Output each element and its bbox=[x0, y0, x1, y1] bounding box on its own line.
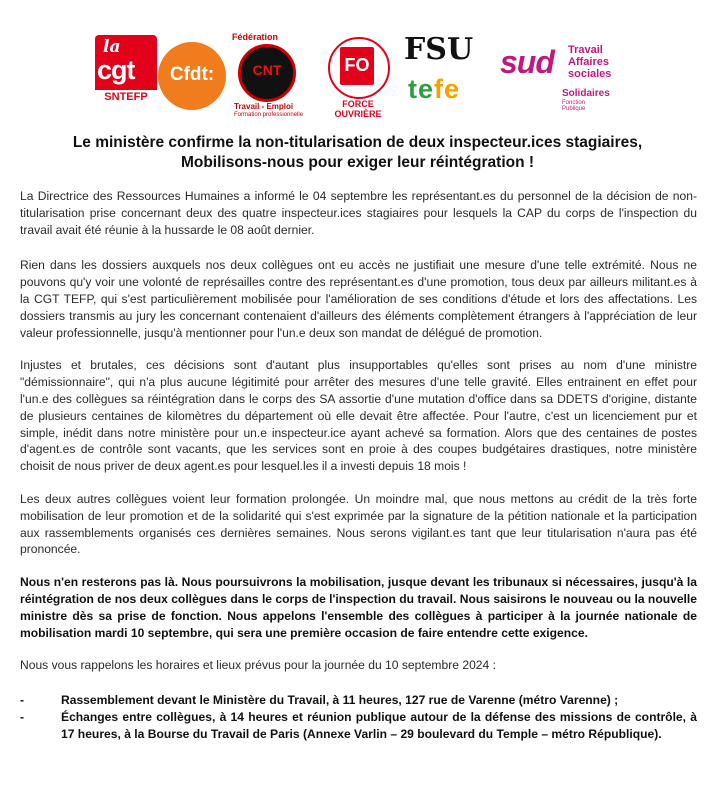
cgt-logo bbox=[95, 35, 157, 110]
paragraph-decisions: Injustes et brutales, ces décisions sont d'autant plus insupportables qu'elles sont prises au nom d'une ministre "démissionnaire", qui n'a plus aucune légitimité pour arrêter des mesures d'une telle gravité. Elles entrainent en effet pour l'un.e des collègues sa réintégration dans le corps des SA assortie d'une mutation d'office dans sa DDETS d'origine, distante de plusieurs centaines de kilomètres du département où elle devait être affectée. Pour l'autre, c'est un licenciement pur et simple, inédit dans notre ministère pour un.e inspecteur.ice ayant achevé sa formation. Alors que des centaines de postes d'agent.es de contrôle sont vacants, que les services sont en proie à des coupes budgétaires drastiques, notre ministère choisit de nous priver de deux agent.es pour lesquel.les il a investi depuis 18 mois ! bbox=[20, 358, 697, 474]
cnt-logo-line2: Travail - Emploi bbox=[234, 102, 294, 111]
fsu-logo-sub-a: te bbox=[408, 74, 435, 104]
fo-logo bbox=[318, 35, 398, 119]
document-body bbox=[20, 188, 697, 743]
paragraph-intro: La Directrice des Ressources Humaines a informé le 04 septembre les représentant.es du personnel de la décision de non-titularisation prise concernant deux des quatre inspecteur.ices stagiaires pour lesquels la CAP du corps de l'inspection du travail avait été réunie à la hussarde le 08 août dernier. bbox=[20, 189, 697, 237]
title-line-2: Mobilisons-nous pour exiger leur réintégration ! bbox=[180, 154, 535, 171]
paragraph-reminder: Nous vous rappelons les horaires et lieux prévus pour la journée du 10 septembre 2024 : bbox=[20, 658, 496, 673]
fsu-logo-word: FSU bbox=[404, 32, 474, 67]
fsu-logo-sub-b: fe bbox=[434, 74, 461, 104]
sud-logo-right: Travail Affaires sociales bbox=[568, 44, 612, 80]
sud-logo-fonction: Fonction Publique bbox=[562, 100, 586, 112]
page-title bbox=[20, 133, 695, 173]
cgt-logo-word: cgt bbox=[97, 55, 135, 85]
bullet-text: Rassemblement devant le Ministère du Travail, à 11 heures, 127 rue de Varenne (métro Varenne) ; bbox=[61, 693, 619, 708]
cnt-logo-line3: Formation professionnelle bbox=[234, 112, 304, 118]
paragraph-mobilisation: Nous n'en resterons pas là. Nous poursuivrons la mobilisation, jusque devant les tribunaux si nécessaires, jusqu'à la réintégration de nos deux collègues dans le corps de l'inspection du travail. Nous saisirons le nouveau ou la nouvelle ministre dès sa prise de fonction. Nous appelons l'ensemble des collègues à participer à la journée nationale de mobilisation mardi 10 septembre, qui sera une première occasion de faire entendre cette exigence. bbox=[20, 575, 697, 640]
list-item bbox=[20, 692, 697, 709]
bullet-dash: - bbox=[20, 709, 25, 724]
title-line-1: Le ministère confirme la non-titularisation de deux inspecteur.ices stagiaires, bbox=[72, 134, 643, 151]
cnt-logo-mark: CNT bbox=[252, 62, 282, 78]
fsu-tefe-logo bbox=[404, 32, 490, 112]
cfdt-logo-word: Cfdt: bbox=[169, 64, 215, 85]
sud-logo-solidaires: Solidaires bbox=[562, 88, 610, 99]
bullet-dash: - bbox=[20, 693, 25, 708]
cnt-logo-federation: Fédération bbox=[232, 32, 279, 42]
paragraph-other-colleagues: Les deux autres collègues voient leur formation prolongée. Un moindre mal, que nous mettons au crédit de la très forte mobilisation de leur promotion et de la solidarité qui s'est exprimée par la signature de la pétition nationale et la participation aux rassemblements organisés ces dernières semaines. Nous serons vigilant.es tant que leur titularisation n'aura pas été prononcée. bbox=[20, 491, 697, 557]
fo-logo-mark: FO bbox=[344, 55, 370, 75]
bullet-text: Échanges entre collègues, à 14 heures et réunion publique autour de la défense des missions de contrôle, à 17 heures, à la Bourse du Travail de Paris (Annexe Varlin – 29 boulevard du Temple – métro République). bbox=[61, 709, 697, 741]
fo-logo-name: FORCE OUVRIÈRE bbox=[334, 99, 382, 119]
sud-logo-word: sud bbox=[500, 44, 554, 80]
cgt-logo-la: la bbox=[103, 37, 121, 57]
paragraph-dossiers: Rien dans les dossiers auxquels nos deux collègues ont eu accès ne justifiait une mesure d'une telle extrémité. Nous ne pouvons qu'y voir une volonté de représailles contre des représentant.es d'une promotion, tous deux par ailleurs militant.es à la CGT TEFP, qui s'est particulièrement mobilisée pour l'amélioration de ses conditions d'étude et lors des affectations. Les dossiers transmis au jury les concernant contenaient d'ailleurs des éléments complètement étrangers à l'appréciation de leur valeur professionnelle, jusqu'à mentionner pour l'un.e deux son mandat de délégué de promotion. bbox=[20, 258, 697, 340]
list-item bbox=[20, 709, 697, 743]
cnt-logo bbox=[226, 32, 304, 120]
cgt-logo-sub: SNTEFP bbox=[104, 91, 148, 103]
sud-logo bbox=[500, 44, 610, 112]
cfdt-logo bbox=[158, 42, 226, 110]
union-logos-banner bbox=[0, 0, 715, 125]
